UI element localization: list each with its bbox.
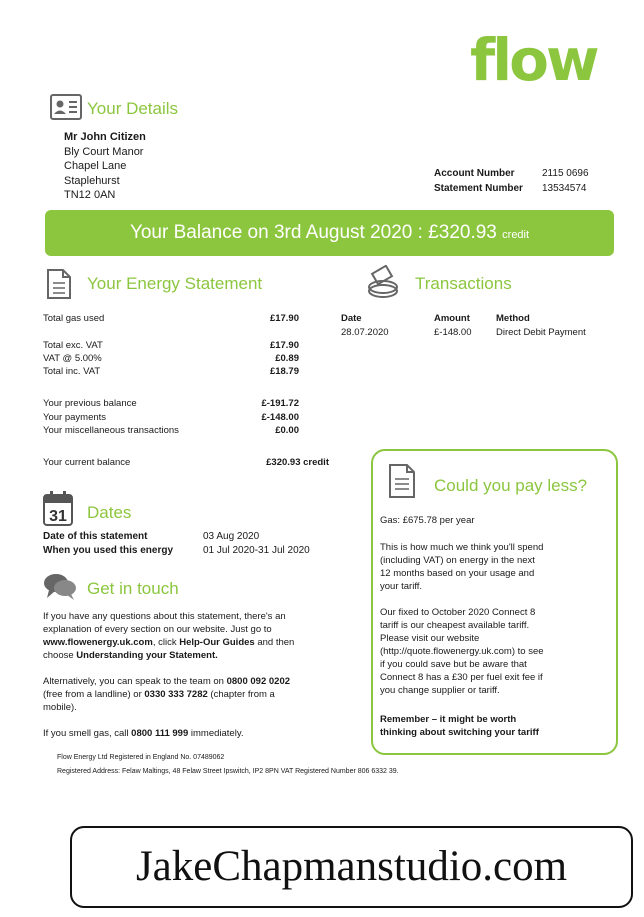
phone-number: 0330 333 7282	[144, 689, 208, 700]
contact-text-fragment: (free from a landline) or	[43, 689, 145, 700]
balance-banner	[45, 210, 614, 256]
coin-stack-icon	[365, 265, 401, 306]
contact-line	[43, 688, 343, 701]
contact-text-fragment: choose	[43, 650, 77, 661]
address-line: Bly Court Manor	[64, 145, 144, 158]
contact-line: mobile).	[43, 702, 77, 713]
energy-row-value: £17.90	[269, 313, 299, 324]
dates-title: Dates	[87, 503, 132, 522]
usage-period-label: When you used this energy	[43, 545, 174, 556]
contact-text-fragment: immediately.	[188, 728, 244, 739]
customer-address	[64, 130, 146, 203]
contact-text	[43, 610, 343, 740]
flow-logo: flow	[470, 26, 597, 94]
pay-less-line: Our fixed to October 2020 Connect 8	[380, 607, 536, 618]
contact-text-fragment: and then	[254, 637, 295, 648]
energy-row-label: Total inc. VAT	[43, 366, 101, 377]
contact-line	[43, 727, 343, 740]
website-link[interactable]: www.flowenergy.uk.com	[43, 637, 153, 648]
statement-date-value: 03 Aug 2020	[203, 531, 260, 542]
address-line: Staplehurst	[64, 174, 120, 187]
pay-less-title: Could you pay less?	[434, 476, 588, 495]
pay-less-tariff	[380, 606, 580, 697]
contact-line: explanation of every section on our website. Just go to	[43, 624, 272, 635]
pay-less-remember	[380, 713, 580, 739]
energy-row-label: Your payments	[43, 412, 107, 423]
contact-text-fragment: If you smell gas, call	[43, 728, 132, 739]
help-guides-link[interactable]: Help-Our Guides	[179, 637, 255, 648]
energy-row-label: Your previous balance	[43, 398, 137, 409]
address-line: Chapel Lane	[64, 160, 127, 172]
pay-less-line: This is how much we think you'll spend	[380, 542, 544, 553]
energy-row-value: £18.79	[269, 366, 299, 377]
energy-row-value: £-191.72	[261, 398, 299, 409]
transaction-amount: £-148.00	[434, 327, 472, 338]
registered-address: Registered Address: Felaw Maltings, 48 Felaw Street Ipswitch, IP2 8PN VAT Registered Number 806 6332 39.	[57, 768, 399, 775]
energy-row-value: £17.90	[269, 340, 299, 351]
address-line: TN12 0AN	[64, 189, 116, 201]
energy-current-balance: £320.93 credit	[266, 457, 329, 468]
contact-title: Get in touch	[87, 579, 179, 598]
pay-less-line: Please visit our website	[380, 633, 480, 644]
energy-row-label: Total gas used	[43, 313, 105, 324]
pay-less-line: you change supplier or tariff.	[380, 685, 500, 696]
document-icon	[388, 463, 416, 504]
id-card-icon	[50, 94, 82, 125]
contact-line: If you have any questions about this statement, there's an	[43, 611, 286, 622]
energy-title: Your Energy Statement	[87, 274, 263, 293]
pay-less-line: if you could save but be aware that	[380, 659, 527, 670]
customer-name: Mr John Citizen	[64, 131, 146, 143]
contact-text-fragment: Alternatively, you can speak to the team on	[43, 676, 227, 687]
account-number-value: 2115 0696	[542, 168, 589, 179]
energy-row-value: £0.89	[275, 353, 299, 364]
balance-credit-suffix: credit	[502, 229, 530, 241]
contact-line	[43, 675, 343, 688]
transaction-date: 28.07.2020	[341, 327, 389, 338]
transactions-title: Transactions	[415, 274, 512, 293]
document-icon	[46, 268, 72, 305]
watermark-banner: JakeChapmanstudio.com	[70, 826, 633, 908]
contact-text-fragment: (chapter from a	[207, 689, 275, 700]
calendar-icon	[43, 490, 73, 531]
understanding-statement-link[interactable]: Understanding your Statement.	[76, 650, 218, 661]
contact-line	[43, 649, 343, 662]
transactions-header-amount: Amount	[434, 313, 470, 324]
usage-period-value: 01 Jul 2020-31 Jul 2020	[203, 545, 310, 556]
energy-row-value: £-148.00	[261, 412, 299, 423]
pay-less-line: Remember – it might be worth	[380, 714, 517, 725]
pay-less-line: tariff is our cheapest available tariff.	[380, 620, 530, 631]
pay-less-line: thinking about switching your tariff	[380, 727, 539, 738]
energy-row-label: Total exc. VAT	[43, 340, 103, 351]
gas-emergency-number: 0800 111 999	[131, 728, 189, 739]
statement-date-label: Date of this statement	[43, 531, 148, 542]
chat-bubbles-icon	[43, 572, 77, 607]
details-title: Your Details	[87, 99, 179, 118]
contact-text-fragment: , click	[152, 637, 180, 648]
pay-less-line: Connect 8 has a £30 per fuel exit fee if	[380, 672, 543, 683]
account-number-label: Account Number	[434, 168, 515, 179]
calendar-number: 31	[49, 508, 67, 525]
energy-row-label: VAT @ 5.00%	[43, 353, 102, 364]
contact-line	[43, 636, 343, 649]
energy-row-label: Your miscellaneous transactions	[43, 425, 179, 436]
energy-row-label: Your current balance	[43, 457, 131, 468]
statement-number-value: 13534574	[542, 183, 587, 194]
pay-less-line: (http://quote.flowenergy.uk.com) to see	[380, 646, 544, 657]
pay-less-gas: Gas: £675.78 per year	[380, 515, 475, 526]
pay-less-line: your tariff.	[380, 581, 423, 592]
energy-row-value: £0.00	[275, 425, 299, 436]
balance-text: Your Balance on 3rd August 2020 : £320.93	[129, 222, 497, 243]
transactions-header-date: Date	[341, 313, 362, 324]
pay-less-line: 12 months based on your usage and	[380, 568, 535, 579]
phone-number: 0800 092 0202	[226, 676, 291, 687]
transactions-header-method: Method	[496, 313, 530, 324]
pay-less-line: (including VAT) on energy in the next	[380, 555, 535, 566]
company-registration: Flow Energy Ltd Registered in England No. 07489062	[57, 754, 225, 761]
statement-number-label: Statement Number	[434, 183, 523, 194]
pay-less-estimate	[380, 541, 580, 593]
transaction-method: Direct Debit Payment	[496, 327, 586, 338]
